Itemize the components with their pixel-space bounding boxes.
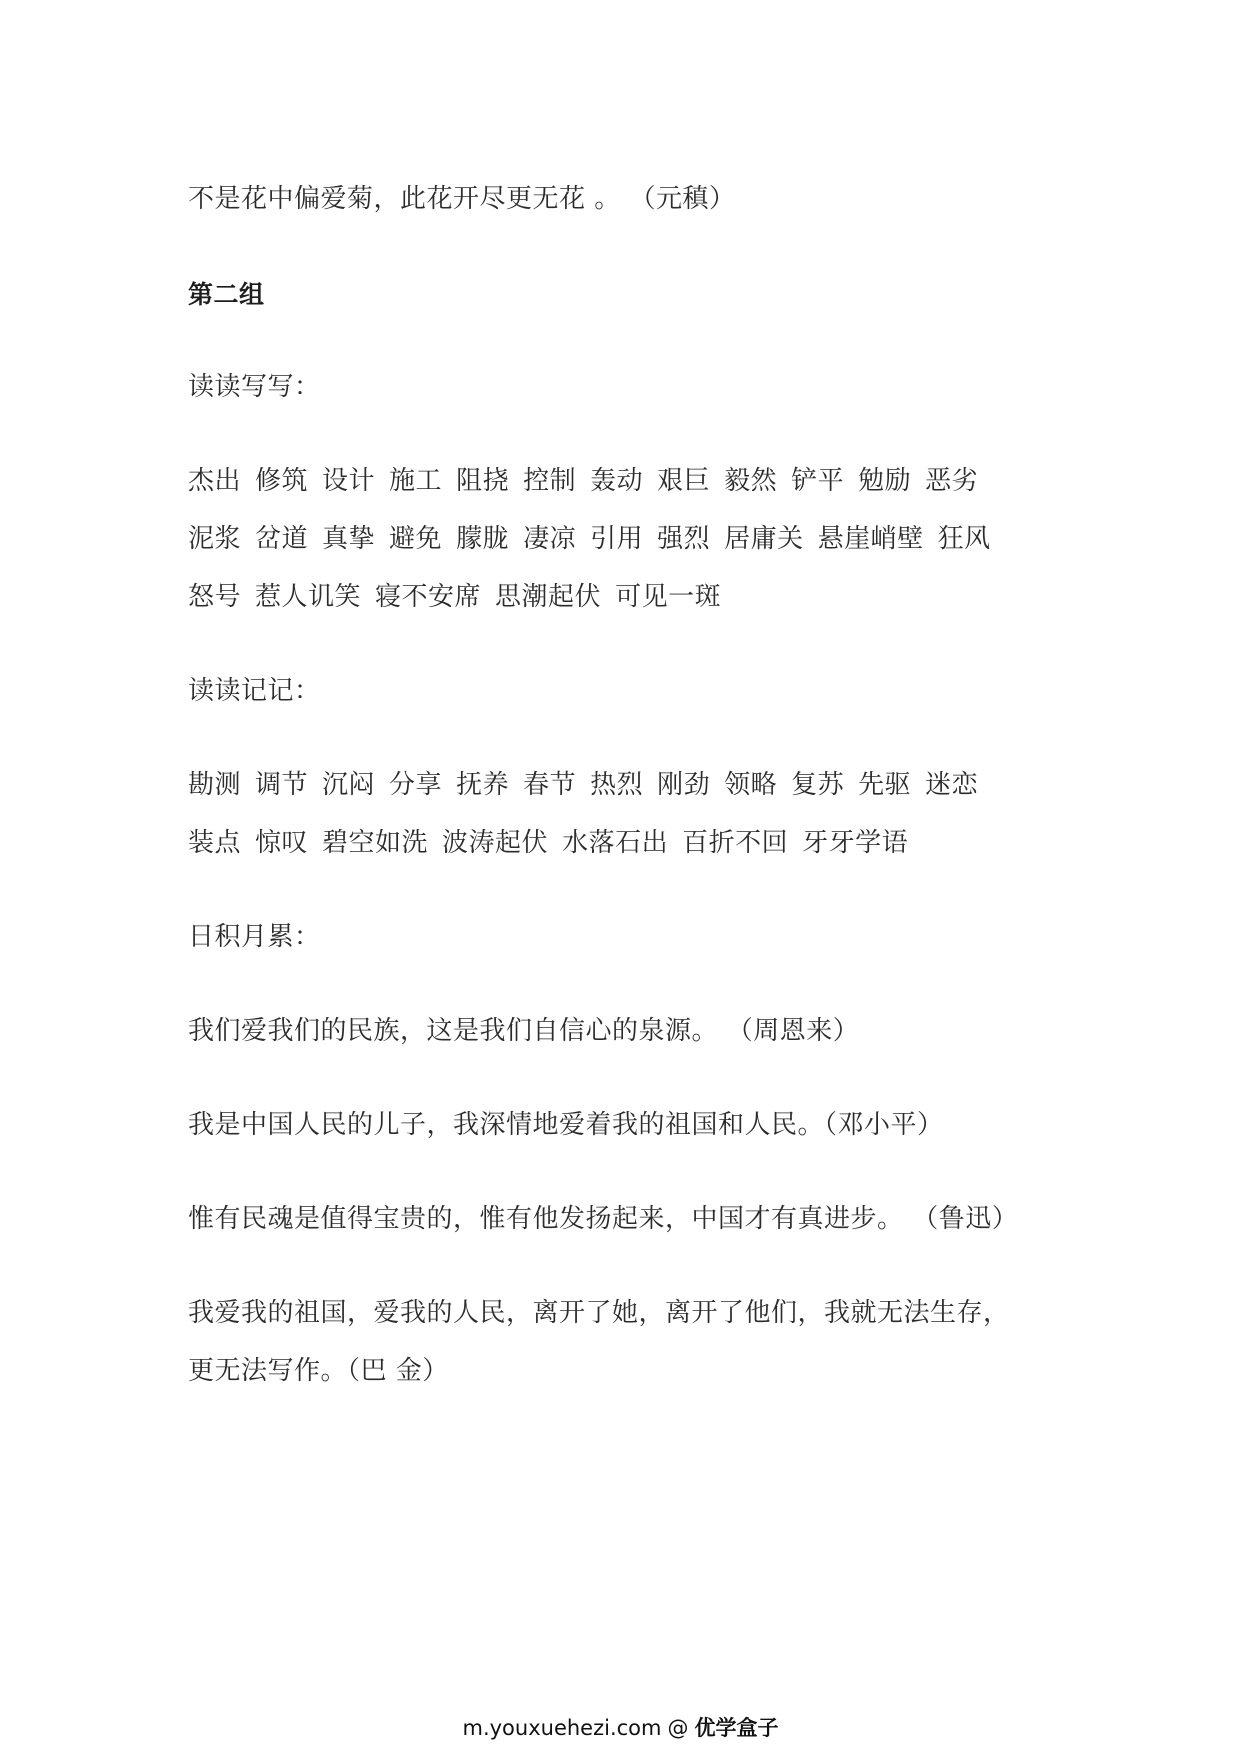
vocab-word: 强烈 — [657, 524, 711, 554]
vocab-word: 惹人讥笑 — [255, 582, 362, 612]
vocab-word: 勉励 — [858, 466, 912, 496]
vocab-word: 阻挠 — [456, 466, 510, 496]
vocab-word: 先驱 — [858, 770, 912, 800]
vocab-word: 热烈 — [590, 770, 644, 800]
vocab-word: 迷恋 — [925, 770, 979, 800]
vocab-word: 狂风 — [937, 524, 991, 554]
vocab-word: 装点 — [188, 828, 242, 858]
footer-site-link[interactable]: m.youxuehezi.com — [462, 1716, 662, 1740]
vocab-word: 领略 — [724, 770, 778, 800]
quote-line: 我们爱我们的民族，这是我们自信心的泉源。 （周恩来） — [188, 1016, 860, 1046]
vocab-word: 居庸关 — [724, 524, 804, 554]
word-row — [188, 768, 978, 802]
vocab-word: 引用 — [590, 524, 644, 554]
quote-line: 更无法写作。（巴 金） — [188, 1356, 449, 1386]
vocab-word: 泥浆 — [188, 524, 242, 554]
vocab-word: 春节 — [523, 770, 577, 800]
quote-line: 惟有民魂是值得宝贵的，惟有他发扬起来，中国才有真进步。 （鲁迅） — [188, 1204, 1019, 1234]
section-title-accumulate: 日积月累： — [188, 922, 321, 952]
vocab-word: 怒号 — [188, 582, 242, 612]
vocab-word: 毅然 — [724, 466, 778, 496]
vocab-word: 抚养 — [456, 770, 510, 800]
vocab-word: 设计 — [322, 466, 376, 496]
group-title: 第二组 — [188, 280, 265, 309]
vocab-word: 思潮起伏 — [495, 582, 602, 612]
footer-brand: 优学盒子 — [694, 1716, 779, 1740]
vocab-word: 悬崖峭壁 — [817, 524, 924, 554]
vocab-word: 真挚 — [322, 524, 376, 554]
vocab-word: 轰动 — [590, 466, 644, 496]
vocab-word: 牙牙学语 — [802, 828, 909, 858]
vocab-word: 岔道 — [255, 524, 309, 554]
vocab-word: 凄凉 — [523, 524, 577, 554]
vocab-word: 勘测 — [188, 770, 242, 800]
word-row — [188, 580, 721, 614]
poem-line: 不是花中偏爱菊，此花开尽更无花 。 （元稹） — [188, 184, 736, 214]
vocab-word: 波涛起伏 — [442, 828, 549, 858]
vocab-word: 修筑 — [255, 466, 309, 496]
vocab-word: 可见一斑 — [615, 582, 722, 612]
vocab-word: 铲平 — [791, 466, 845, 496]
footer-watermark — [0, 1712, 1241, 1742]
vocab-word: 刚劲 — [657, 770, 711, 800]
vocab-word: 百折不回 — [682, 828, 789, 858]
vocab-word: 水落石出 — [562, 828, 669, 858]
quote-line: 我是中国人民的儿子，我深情地爱着我的祖国和人民。（邓小平） — [188, 1110, 944, 1140]
vocab-word: 沉闷 — [322, 770, 376, 800]
section-title-read-write: 读读写写： — [188, 372, 321, 402]
quote-line: 我爱我的祖国，爱我的人民，离开了她，离开了他们，我就无法生存， — [188, 1298, 1010, 1328]
vocab-word: 艰巨 — [657, 466, 711, 496]
footer-at: @ — [667, 1716, 689, 1740]
word-row — [188, 826, 908, 860]
vocab-word: 避免 — [389, 524, 443, 554]
vocab-word: 调节 — [255, 770, 309, 800]
vocab-word: 复苏 — [791, 770, 845, 800]
vocab-word: 惊叹 — [255, 828, 309, 858]
vocab-word: 施工 — [389, 466, 443, 496]
vocab-word: 碧空如洗 — [322, 828, 429, 858]
vocab-word: 杰出 — [188, 466, 242, 496]
vocab-word: 控制 — [523, 466, 577, 496]
word-row — [188, 464, 978, 498]
vocab-word: 分享 — [389, 770, 443, 800]
word-row — [188, 522, 991, 556]
vocab-word: 恶劣 — [925, 466, 979, 496]
vocab-word: 朦胧 — [456, 524, 510, 554]
section-title-read-remember: 读读记记： — [188, 676, 321, 706]
vocab-word: 寝不安席 — [375, 582, 482, 612]
